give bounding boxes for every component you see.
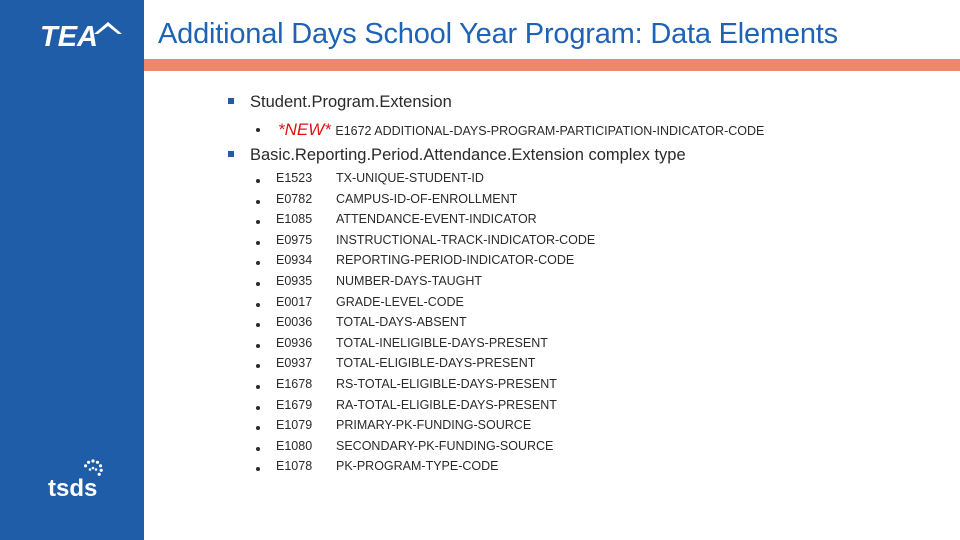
element-name: TOTAL-ELIGIBLE-DAYS-PRESENT	[336, 356, 536, 371]
element-name: RS-TOTAL-ELIGIBLE-DAYS-PRESENT	[336, 377, 557, 391]
bullet-icon	[256, 241, 260, 245]
element-name: RA-TOTAL-ELIGIBLE-DAYS-PRESENT	[336, 397, 557, 412]
element-name: PRIMARY-PK-FUNDING-SOURCE	[336, 418, 532, 433]
element-code: E1678	[276, 377, 313, 391]
section-heading: Basic.Reporting.Period.Attendance.Extension complex type	[250, 146, 686, 164]
bullet-icon	[256, 179, 260, 183]
element-code: E1085	[276, 212, 313, 227]
element-code: E1080	[276, 438, 313, 453]
element-code: E0936	[276, 335, 313, 350]
bullet-icon	[256, 323, 260, 327]
section-student-program-extension	[228, 93, 452, 112]
bullet-icon	[256, 447, 260, 451]
bullet-icon	[256, 303, 260, 307]
new-element-text: E1672 ADDITIONAL-DAYS-PROGRAM-PARTICIPATION-INDICATOR-CODE	[335, 124, 765, 138]
bullet-icon	[256, 406, 260, 410]
bullet-icon	[256, 426, 260, 430]
bullet-icon	[256, 467, 260, 471]
svg-text:tsds: tsds	[48, 475, 98, 502]
element-code: E0935	[276, 274, 313, 288]
bullet-icon	[256, 220, 260, 224]
bullet-icon	[256, 344, 260, 348]
element-code: E0934	[276, 253, 313, 268]
new-flag: *NEW*	[278, 120, 331, 139]
element-code: E0036	[276, 315, 313, 330]
element-code: E1078	[276, 459, 313, 474]
element-name: TX-UNIQUE-STUDENT-ID	[336, 171, 484, 185]
svg-text:TEA: TEA	[40, 21, 98, 50]
element-code: E1523	[276, 171, 313, 185]
section-heading: Student.Program.Extension	[250, 93, 452, 111]
element-name: TOTAL-DAYS-ABSENT	[336, 315, 467, 330]
page-title: Additional Days School Year Program: Data Elements	[158, 18, 838, 50]
element-name: ATTENDANCE-EVENT-INDICATOR	[336, 212, 537, 227]
element-name: INSTRUCTIONAL-TRACK-INDICATOR-CODE	[336, 232, 596, 247]
bullet-icon	[256, 364, 260, 368]
bullet-icon	[256, 200, 260, 204]
element-name: NUMBER-DAYS-TAUGHT	[336, 274, 483, 288]
element-code: E1679	[276, 397, 313, 412]
bullet-icon	[256, 128, 260, 132]
element-code: E0017	[276, 294, 313, 309]
bullet-icon	[256, 385, 260, 389]
element-code: E0937	[276, 356, 313, 371]
new-element-item	[256, 120, 764, 140]
element-name: PK-PROGRAM-TYPE-CODE	[336, 459, 499, 474]
element-name: REPORTING-PERIOD-INDICATOR-CODE	[336, 253, 575, 268]
section-basic-reporting-period	[228, 146, 686, 165]
element-name: GRADE-LEVEL-CODE	[336, 294, 464, 309]
element-code: E0975	[276, 232, 313, 247]
bullet-icon	[256, 282, 260, 286]
element-name: CAMPUS-ID-OF-ENROLLMENT	[336, 191, 518, 206]
element-name: SECONDARY-PK-FUNDING-SOURCE	[336, 438, 554, 453]
bullet-icon	[256, 261, 260, 265]
element-code: E1079	[276, 418, 313, 433]
element-name: TOTAL-INELIGIBLE-DAYS-PRESENT	[336, 335, 548, 350]
square-bullet-icon	[228, 98, 234, 104]
element-code: E0782	[276, 191, 313, 206]
square-bullet-icon	[228, 151, 234, 157]
